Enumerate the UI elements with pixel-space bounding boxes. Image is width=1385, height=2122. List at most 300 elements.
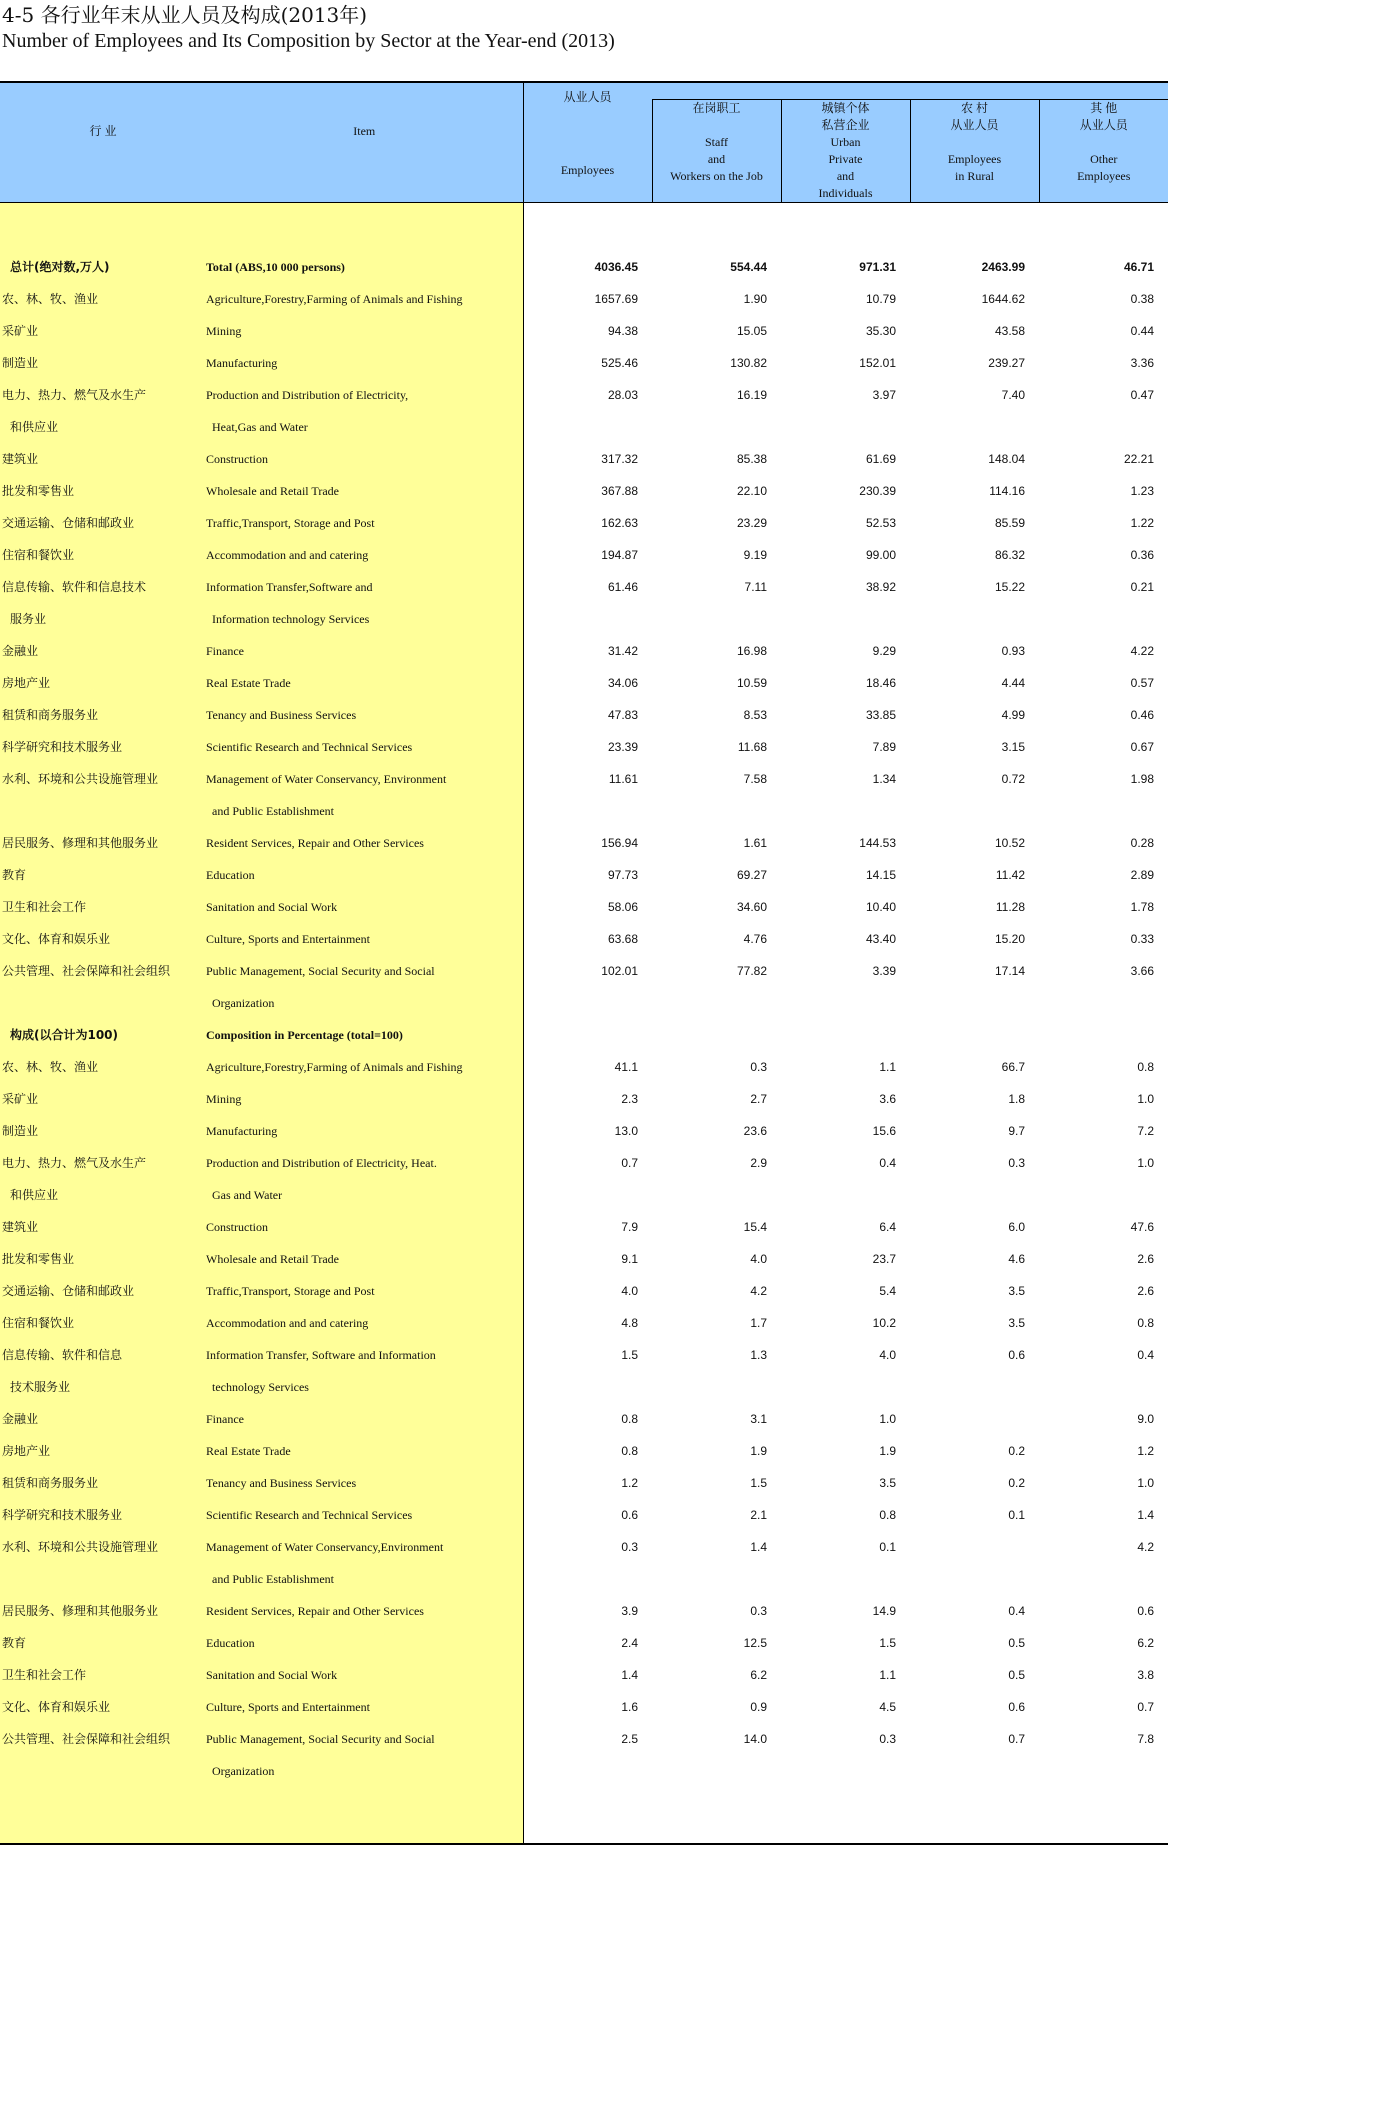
value-staff: 1.61	[743, 836, 767, 850]
value-rural: 0.5	[1008, 1668, 1025, 1682]
value-staff: 16.19	[736, 388, 767, 402]
table-row	[0, 827, 1168, 859]
row-label-cn: 建筑业	[0, 1211, 206, 1243]
row-label-cn: 居民服务、修理和其他服务业	[0, 827, 206, 859]
row-label-en: Composition in Percentage (total=100)	[206, 1019, 523, 1051]
row-label-cn: 科学研究和技术服务业	[0, 1499, 206, 1531]
value-other: 4.2	[1137, 1540, 1154, 1554]
value-urban: 0.1	[879, 1540, 896, 1554]
value-rural: 3.5	[1008, 1316, 1025, 1330]
row-label-en: Total (ABS,10 000 persons)	[206, 251, 523, 283]
value-other: 0.7	[1137, 1700, 1154, 1714]
value-other: 0.21	[1130, 580, 1154, 594]
row-label-cn	[0, 1563, 206, 1595]
value-employees: 7.9	[621, 1220, 638, 1234]
value-staff	[652, 203, 781, 252]
value-other: 1.78	[1130, 900, 1154, 914]
value-employees: 0.3	[621, 1540, 638, 1554]
table-row	[0, 699, 1168, 731]
row-label-cn: 采矿业	[0, 1083, 206, 1115]
table-row	[0, 1787, 1168, 1844]
row-label-en: Mining	[206, 1083, 523, 1115]
value-staff: 1.5	[750, 1476, 767, 1490]
value-urban: 15.6	[872, 1124, 896, 1138]
value-employees: 28.03	[607, 388, 638, 402]
table-row	[0, 1083, 1168, 1115]
value-urban	[781, 203, 910, 252]
row-label-cn: 制造业	[0, 1115, 206, 1147]
value-staff	[652, 987, 781, 1019]
value-urban	[781, 603, 910, 635]
row-label-en: Sanitation and Social Work	[206, 891, 523, 923]
value-employees	[523, 1371, 652, 1403]
page-title-en: Number of Employees and Its Composition by Sector at the Year-end (2013)	[2, 30, 615, 52]
value-urban	[781, 795, 910, 827]
value-staff: 0.3	[750, 1060, 767, 1074]
value-staff: 1.3	[750, 1348, 767, 1362]
header-other: 其 他 从业人员 Other Employees	[1039, 100, 1168, 203]
row-label-cn: 科学研究和技术服务业	[0, 731, 206, 763]
value-urban: 971.31	[859, 260, 896, 274]
value-urban	[781, 1563, 910, 1595]
row-label-en: Accommodation and and catering	[206, 539, 523, 571]
row-label-cn	[0, 203, 206, 252]
value-urban: 1.0	[879, 1412, 896, 1426]
row-label-en: Management of Water Conservancy, Environment	[206, 763, 523, 795]
value-employees: 94.38	[607, 324, 638, 338]
table-row	[0, 571, 1168, 603]
value-other: 1.0	[1137, 1092, 1154, 1106]
value-rural: 4.6	[1008, 1252, 1025, 1266]
row-label-cn: 教育	[0, 1627, 206, 1659]
header-rural: 农 村 从业人员 Employees in Rural	[910, 100, 1039, 203]
value-employees: 61.46	[607, 580, 638, 594]
value-rural: 0.72	[1001, 772, 1025, 786]
value-rural: 0.3	[1008, 1156, 1025, 1170]
row-label-cn: 制造业	[0, 347, 206, 379]
row-label-cn: 金融业	[0, 1403, 206, 1435]
value-staff: 22.10	[736, 484, 767, 498]
row-label-en: Traffic,Transport, Storage and Post	[206, 1275, 523, 1307]
value-other: 1.98	[1130, 772, 1154, 786]
row-label-en: Education	[206, 859, 523, 891]
table-row	[0, 1403, 1168, 1435]
row-label-cn: 交通运输、仓储和邮政业	[0, 1275, 206, 1307]
value-employees: 1657.69	[594, 292, 638, 306]
value-staff: 23.29	[736, 516, 767, 530]
value-staff	[652, 1019, 781, 1051]
row-label-en: Resident Services, Repair and Other Services	[206, 827, 523, 859]
row-label-cn: 信息传输、软件和信息技术	[0, 571, 206, 603]
value-urban: 1.1	[879, 1060, 896, 1074]
table-row	[0, 203, 1168, 252]
value-rural: 0.1	[1008, 1508, 1025, 1522]
row-label-en: Manufacturing	[206, 347, 523, 379]
value-rural	[910, 987, 1039, 1019]
row-label-cn: 公共管理、社会保障和社会组织	[0, 955, 206, 987]
value-urban: 38.92	[865, 580, 896, 594]
value-staff: 69.27	[736, 868, 767, 882]
row-label-cn	[0, 1755, 206, 1787]
value-employees: 317.32	[601, 452, 638, 466]
value-other	[1039, 795, 1168, 827]
value-staff: 15.05	[736, 324, 767, 338]
table-row	[0, 1243, 1168, 1275]
value-urban: 61.69	[865, 452, 896, 466]
value-urban: 6.4	[879, 1220, 896, 1234]
value-rural: 0.93	[1001, 644, 1025, 658]
value-urban: 35.30	[865, 324, 896, 338]
value-employees: 0.6	[621, 1508, 638, 1522]
row-label-en: Culture, Sports and Entertainment	[206, 1691, 523, 1723]
row-label-cn: 房地产业	[0, 1435, 206, 1467]
value-urban: 3.39	[872, 964, 896, 978]
value-staff: 4.2	[750, 1284, 767, 1298]
row-label-en: and Public Establishment	[206, 1563, 523, 1595]
table-row	[0, 1595, 1168, 1627]
value-staff	[652, 795, 781, 827]
row-label-cn: 住宿和餐饮业	[0, 539, 206, 571]
header-item-en: Item	[206, 82, 523, 202]
value-other: 4.22	[1130, 644, 1154, 658]
value-employees: 0.8	[621, 1412, 638, 1426]
value-employees: 41.1	[614, 1060, 638, 1074]
page-title-cn: 4-5 各行业年末从业人员及构成(2013年)	[2, 3, 368, 27]
value-rural	[910, 1787, 1039, 1844]
row-label-cn: 卫生和社会工作	[0, 891, 206, 923]
value-staff	[652, 1179, 781, 1211]
value-urban: 10.79	[865, 292, 896, 306]
value-other	[1039, 987, 1168, 1019]
value-urban: 18.46	[865, 676, 896, 690]
value-urban: 1.34	[872, 772, 896, 786]
value-staff: 11.68	[737, 740, 767, 754]
table-row	[0, 859, 1168, 891]
row-label-cn: 农、林、牧、渔业	[0, 1051, 206, 1083]
value-staff: 2.7	[750, 1092, 767, 1106]
header-employees-en: Employees	[560, 163, 615, 177]
table-header	[0, 82, 1168, 203]
row-label-en: Information Transfer,Software and	[206, 571, 523, 603]
value-other: 1.2	[1137, 1444, 1154, 1458]
value-staff: 0.3	[750, 1604, 767, 1618]
value-rural	[910, 603, 1039, 635]
value-urban: 3.5	[879, 1476, 896, 1490]
row-label-en: Wholesale and Retail Trade	[206, 1243, 523, 1275]
row-label-en: Organization	[206, 987, 523, 1019]
table-row	[0, 763, 1168, 795]
value-staff: 2.1	[750, 1508, 767, 1522]
value-rural: 0.4	[1008, 1604, 1025, 1618]
table-row	[0, 603, 1168, 635]
value-urban: 10.2	[872, 1316, 896, 1330]
value-employees	[523, 1563, 652, 1595]
value-other	[1039, 603, 1168, 635]
value-other	[1039, 411, 1168, 443]
value-employees	[523, 1179, 652, 1211]
value-rural	[910, 411, 1039, 443]
row-label-en: Construction	[206, 443, 523, 475]
value-urban: 23.7	[872, 1252, 896, 1266]
table-row	[0, 1755, 1168, 1787]
value-urban: 230.39	[859, 484, 896, 498]
value-urban: 52.53	[865, 516, 896, 530]
row-label-en: Organization	[206, 1755, 523, 1787]
row-label-en: Finance	[206, 1403, 523, 1435]
table-row	[0, 1691, 1168, 1723]
row-label-cn: 信息传输、软件和信息	[0, 1339, 206, 1371]
value-employees	[523, 603, 652, 635]
value-employees	[523, 203, 652, 252]
value-staff: 1.7	[750, 1316, 767, 1330]
value-rural: 85.59	[994, 516, 1025, 530]
value-employees: 194.87	[601, 548, 638, 562]
table-row	[0, 987, 1168, 1019]
table-row	[0, 507, 1168, 539]
row-label-cn: 租赁和商务服务业	[0, 699, 206, 731]
value-urban	[781, 1019, 910, 1051]
value-urban: 7.89	[872, 740, 896, 754]
row-label-en: Scientific Research and Technical Services	[206, 1499, 523, 1531]
row-label-cn: 建筑业	[0, 443, 206, 475]
row-label-cn: 卫生和社会工作	[0, 1659, 206, 1691]
value-rural: 4.44	[1001, 676, 1025, 690]
table-row	[0, 1019, 1168, 1051]
value-other: 22.21	[1123, 452, 1154, 466]
value-staff: 6.2	[750, 1668, 767, 1682]
value-urban: 0.4	[879, 1156, 896, 1170]
table-row	[0, 475, 1168, 507]
row-label-en: Agriculture,Forestry,Farming of Animals and Fishing	[206, 1051, 523, 1083]
value-staff	[652, 1755, 781, 1787]
value-employees: 162.63	[601, 516, 638, 530]
table-row	[0, 1563, 1168, 1595]
value-staff: 16.98	[736, 644, 767, 658]
row-label-cn: 电力、热力、燃气及水生产	[0, 1147, 206, 1179]
header-urban: 城镇个体 私营企业 Urban Private and Individuals	[781, 100, 910, 203]
row-label-en: Construction	[206, 1211, 523, 1243]
table-row	[0, 795, 1168, 827]
table-row	[0, 1659, 1168, 1691]
table-row	[0, 1435, 1168, 1467]
table-row	[0, 1211, 1168, 1243]
value-other	[1039, 1179, 1168, 1211]
value-employees: 4.0	[621, 1284, 638, 1298]
value-rural: 2463.99	[981, 260, 1025, 274]
value-other: 1.4	[1137, 1508, 1154, 1522]
value-staff: 8.53	[743, 708, 767, 722]
value-employees: 58.06	[607, 900, 638, 914]
value-rural: 0.2	[1008, 1444, 1025, 1458]
value-employees: 13.0	[614, 1124, 638, 1138]
value-rural: 0.6	[1008, 1700, 1025, 1714]
value-urban: 9.29	[872, 644, 896, 658]
table-row	[0, 667, 1168, 699]
value-rural	[910, 1531, 1039, 1563]
table-row	[0, 251, 1168, 283]
table-row	[0, 411, 1168, 443]
value-employees: 11.61	[608, 772, 638, 786]
value-staff: 77.82	[736, 964, 767, 978]
value-other	[1039, 1019, 1168, 1051]
value-other	[1039, 1787, 1168, 1844]
table-row	[0, 1723, 1168, 1755]
value-rural: 0.5	[1008, 1636, 1025, 1650]
value-rural: 7.40	[1001, 388, 1025, 402]
value-employees: 4.8	[621, 1316, 638, 1330]
table-row	[0, 731, 1168, 763]
value-urban	[781, 987, 910, 1019]
value-other	[1039, 1371, 1168, 1403]
value-rural: 66.7	[1001, 1060, 1025, 1074]
row-label-en: Public Management, Social Security and Social	[206, 1723, 523, 1755]
row-label-cn: 水利、环境和公共设施管理业	[0, 1531, 206, 1563]
row-label-en: Real Estate Trade	[206, 667, 523, 699]
row-label-cn: 批发和零售业	[0, 475, 206, 507]
row-label-en: Resident Services, Repair and Other Services	[206, 1595, 523, 1627]
value-staff: 12.5	[743, 1636, 767, 1650]
row-label-cn: 公共管理、社会保障和社会组织	[0, 1723, 206, 1755]
value-staff: 554.44	[730, 260, 767, 274]
value-staff	[652, 1563, 781, 1595]
value-employees	[523, 1019, 652, 1051]
value-other: 7.2	[1137, 1124, 1154, 1138]
row-label-cn: 和供应业	[0, 411, 206, 443]
value-other	[1039, 1755, 1168, 1787]
header-staff: 在岗职工 Staff and Workers on the Job	[652, 100, 781, 203]
row-label-en: Information Transfer, Software and Information	[206, 1339, 523, 1371]
row-label-en: Real Estate Trade	[206, 1435, 523, 1467]
value-rural: 9.7	[1008, 1124, 1025, 1138]
value-other	[1039, 203, 1168, 252]
value-rural	[910, 1755, 1039, 1787]
value-employees: 3.9	[621, 1604, 638, 1618]
row-label-cn: 电力、热力、燃气及水生产	[0, 379, 206, 411]
value-employees: 97.73	[607, 868, 638, 882]
row-label-en: Tenancy and Business Services	[206, 699, 523, 731]
value-employees: 1.6	[621, 1700, 638, 1714]
value-other: 1.23	[1130, 484, 1154, 498]
value-other: 2.89	[1130, 868, 1154, 882]
row-label-cn: 技术服务业	[0, 1371, 206, 1403]
table-row	[0, 1275, 1168, 1307]
employment-table	[0, 81, 1167, 1845]
value-rural	[910, 1179, 1039, 1211]
table-row	[0, 1627, 1168, 1659]
row-label-en: Finance	[206, 635, 523, 667]
value-employees: 2.5	[621, 1732, 638, 1746]
value-employees: 367.88	[601, 484, 638, 498]
value-rural: 4.99	[1001, 708, 1025, 722]
value-rural: 3.5	[1008, 1284, 1025, 1298]
value-other: 46.71	[1123, 260, 1154, 274]
value-rural: 11.28	[995, 900, 1025, 914]
value-staff: 85.38	[736, 452, 767, 466]
value-employees: 0.7	[621, 1156, 638, 1170]
row-label-en: Production and Distribution of Electricity,	[206, 379, 523, 411]
row-label-en: Public Management, Social Security and Social	[206, 955, 523, 987]
value-staff: 1.90	[743, 292, 767, 306]
value-other: 1.0	[1137, 1476, 1154, 1490]
value-urban: 1.1	[879, 1668, 896, 1682]
row-label-en: Information technology Services	[206, 603, 523, 635]
value-staff: 4.0	[750, 1252, 767, 1266]
value-employees: 156.94	[601, 836, 638, 850]
value-other: 0.38	[1130, 292, 1154, 306]
row-label-cn: 构成(以合计为100)	[0, 1019, 206, 1051]
row-label-cn: 房地产业	[0, 667, 206, 699]
value-staff: 4.76	[743, 932, 767, 946]
table-row	[0, 923, 1168, 955]
value-rural: 0.6	[1008, 1348, 1025, 1362]
value-urban: 3.97	[872, 388, 896, 402]
row-label-cn: 文化、体育和娱乐业	[0, 1691, 206, 1723]
value-employees: 9.1	[621, 1252, 638, 1266]
row-label-cn: 总计(绝对数,万人)	[0, 251, 206, 283]
table-row	[0, 1371, 1168, 1403]
row-label-en: Production and Distribution of Electricity, Heat.	[206, 1147, 523, 1179]
value-rural: 148.04	[988, 452, 1025, 466]
table-row	[0, 1467, 1168, 1499]
row-label-cn: 批发和零售业	[0, 1243, 206, 1275]
value-other: 0.47	[1130, 388, 1154, 402]
table-row	[0, 315, 1168, 347]
value-urban: 14.15	[865, 868, 896, 882]
table-row	[0, 443, 1168, 475]
value-employees: 0.8	[621, 1444, 638, 1458]
value-urban: 33.85	[865, 708, 896, 722]
value-other: 0.44	[1130, 324, 1154, 338]
row-label-en: Traffic,Transport, Storage and Post	[206, 507, 523, 539]
row-label-cn: 和供应业	[0, 1179, 206, 1211]
value-urban	[781, 411, 910, 443]
row-label-en: Sanitation and Social Work	[206, 1659, 523, 1691]
row-label-en: Education	[206, 1627, 523, 1659]
value-other: 0.28	[1130, 836, 1154, 850]
value-employees: 2.3	[621, 1092, 638, 1106]
value-staff: 2.9	[750, 1156, 767, 1170]
value-urban	[781, 1371, 910, 1403]
value-other	[1039, 1563, 1168, 1595]
value-urban: 0.3	[879, 1732, 896, 1746]
table-row	[0, 1499, 1168, 1531]
table-row	[0, 379, 1168, 411]
value-staff: 1.9	[750, 1444, 767, 1458]
value-urban: 3.6	[879, 1092, 896, 1106]
row-label-cn: 农、林、牧、渔业	[0, 283, 206, 315]
value-employees: 31.42	[607, 644, 638, 658]
value-employees	[523, 795, 652, 827]
row-label-cn: 租赁和商务服务业	[0, 1467, 206, 1499]
value-other: 0.8	[1137, 1060, 1154, 1074]
value-rural: 0.7	[1008, 1732, 1025, 1746]
table-row	[0, 1179, 1168, 1211]
value-staff: 23.6	[743, 1124, 767, 1138]
value-rural: 114.16	[989, 484, 1025, 498]
row-label-en: Scientific Research and Technical Services	[206, 731, 523, 763]
row-label-cn: 交通运输、仓储和邮政业	[0, 507, 206, 539]
value-other: 0.36	[1130, 548, 1154, 562]
value-rural: 17.14	[994, 964, 1025, 978]
value-staff: 10.59	[736, 676, 767, 690]
table-row	[0, 1307, 1168, 1339]
value-other: 0.67	[1130, 740, 1154, 754]
table-row	[0, 1051, 1168, 1083]
row-label-en	[206, 203, 523, 252]
value-rural	[910, 1563, 1039, 1595]
value-other: 1.22	[1130, 516, 1154, 530]
value-rural: 43.58	[994, 324, 1025, 338]
